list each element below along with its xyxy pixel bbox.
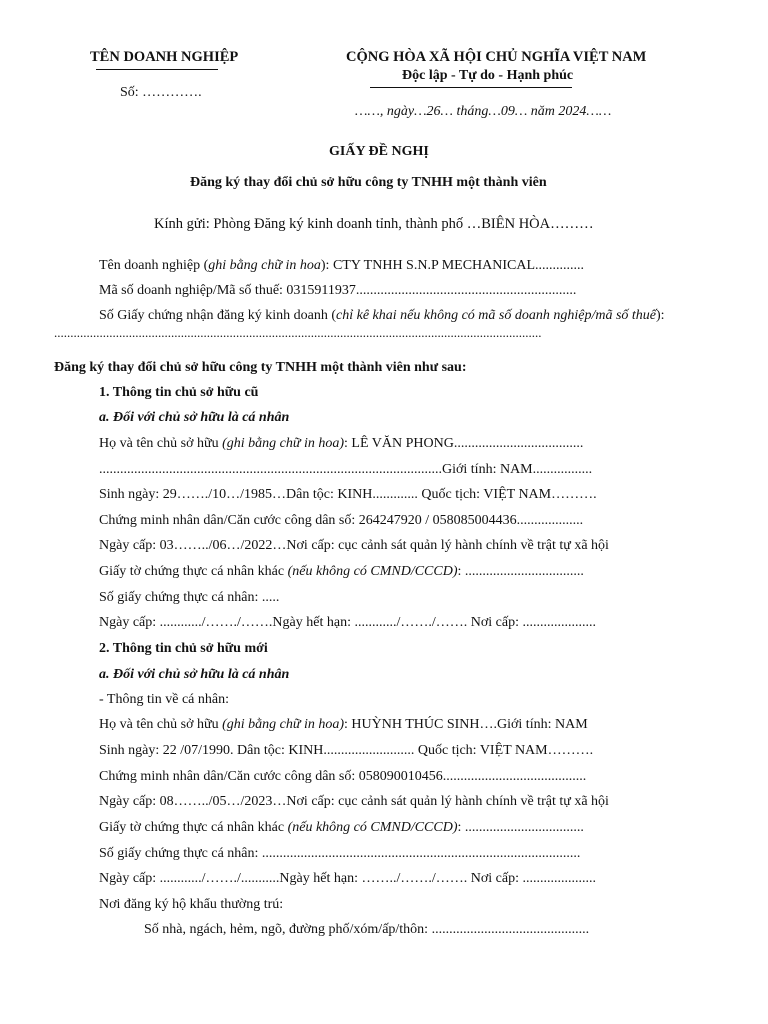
recipient-line: Kính gửi: Phòng Đăng ký kinh doanh tỉnh, thành phố …BIÊN HÒA………: [154, 216, 594, 232]
old-owner-name-prefix: Họ và tên chủ sở hữu: [99, 436, 223, 451]
old-owner-name-value: : LÊ VĂN PHONG.....................................: [344, 436, 584, 451]
old-owner-other-suffix: : ..................................: [457, 564, 584, 579]
new-owner-heading: 2. Thông tin chủ sở hữu mới: [99, 641, 268, 656]
new-owner-name-line: [99, 716, 588, 734]
new-owner-doc-number-line: Số giấy chứng thực cá nhân: ...........................................................................................: [99, 846, 581, 861]
new-owner-name-value: : HUỲNH THÚC SINH….Giới tính: NAM: [344, 717, 588, 732]
new-owner-birth-line: Sinh ngày: 22 /07/1990. Dân tộc: KINH.......................... Quốc tịch: VIỆT NAM……….: [99, 743, 594, 758]
new-owner-info-label: - Thông tin về cá nhân:: [99, 692, 229, 707]
new-owner-other-suffix: : ..................................: [457, 820, 584, 835]
company-underline: [96, 69, 218, 70]
business-cert-note: chỉ kê khai nếu không có mã số doanh nghiệp/mã số thuế: [336, 308, 656, 323]
company-name-prefix: Tên doanh nghiệp (: [99, 258, 209, 273]
document-title: GIẤY ĐỀ NGHỊ: [329, 144, 429, 159]
dotted-fill-line: ......................................................................................................................................................: [54, 325, 542, 340]
business-cert-prefix: Số Giấy chứng nhận đăng ký kinh doanh (: [99, 308, 336, 323]
old-owner-doc-number-line: Số giấy chứng thực cá nhân: .....: [99, 590, 280, 605]
republic-heading: CỘNG HÒA XÃ HỘI CHỦ NGHĨA VIỆT NAM: [346, 49, 647, 65]
new-owner-issue-line: Ngày cấp: 08……../05…/2023…Nơi cấp: cục cảnh sát quản lý hành chính về trật tự xã hội: [99, 794, 609, 809]
national-motto: Độc lập - Tự do - Hạnh phúc: [402, 68, 574, 83]
new-owner-residence-label: Nơi đăng ký hộ khẩu thường trú:: [99, 897, 284, 912]
old-owner-id-line: Chứng minh nhân dân/Căn cước công dân số: 264247920 / 058085004436...................: [99, 513, 584, 528]
old-owner-other-doc-line: [99, 563, 584, 581]
new-owner-name-prefix: Họ và tên chủ sở hữu: [99, 717, 223, 732]
new-owner-other-doc-line: [99, 819, 584, 837]
old-owner-name-line: [99, 435, 583, 453]
old-owner-birth-line: Sinh ngày: 29……./10…/1985…Dân tộc: KINH............. Quốc tịch: VIỆT NAM……….: [99, 487, 597, 502]
old-owner-other-note: (nếu không có CMND/CCCD): [287, 564, 458, 579]
change-section-heading: Đăng ký thay đổi chủ sở hữu công ty TNHH một thành viên như sau:: [54, 360, 467, 375]
old-owner-name-note: (ghi bằng chữ in hoa): [222, 436, 345, 451]
old-owner-doc-date-line: Ngày cấp: ............/……./…….Ngày hết hạn: ............/……./……. Nơi cấp: .....................: [99, 615, 596, 630]
company-name-value: ): CTY TNHH S.N.P MECHANICAL..............: [320, 258, 585, 273]
old-owner-gender-line: ..................................................................................................Giới tính: NAM.................: [99, 462, 593, 477]
old-owner-other-prefix: Giấy tờ chứng thực cá nhân khác: [99, 564, 288, 579]
document-subtitle: Đăng ký thay đổi chủ sở hữu công ty TNHH một thành viên: [190, 175, 547, 190]
new-owner-other-note: (nếu không có CMND/CCCD): [287, 820, 458, 835]
new-owner-individual-sub: a. Đối với chủ sở hữu là cá nhân: [99, 667, 290, 682]
new-owner-address-line: Số nhà, ngách, hẻm, ngõ, đường phố/xóm/ấp/thôn: .............................................: [144, 922, 590, 937]
new-owner-other-prefix: Giấy tờ chứng thực cá nhân khác: [99, 820, 288, 835]
business-cert-line: [99, 307, 665, 325]
document-number: Số: ………….: [120, 85, 202, 100]
company-name-label: TÊN DOANH NGHIỆP: [90, 49, 239, 65]
new-owner-doc-date-line: Ngày cấp: ............/……./...........Ngày hết hạn: ……../……./……. Nơi cấp: .....................: [99, 871, 596, 886]
old-owner-heading: 1. Thông tin chủ sở hữu cũ: [99, 385, 259, 400]
old-owner-issue-line: Ngày cấp: 03……../06…/2022…Nơi cấp: cục cảnh sát quản lý hành chính về trật tự xã hội: [99, 538, 609, 553]
motto-underline: [370, 87, 572, 88]
new-owner-id-line: Chứng minh nhân dân/Căn cước công dân số: 058090010456.........................................: [99, 769, 587, 784]
date-line: ……, ngày…26… tháng…09… năm 2024……: [355, 104, 612, 119]
company-name-note: ghi bằng chữ in hoa: [208, 258, 321, 273]
business-cert-suffix: ):: [656, 308, 665, 323]
old-owner-individual-sub: a. Đối với chủ sở hữu là cá nhân: [99, 410, 290, 425]
company-name-line: [99, 257, 584, 275]
new-owner-name-note: (ghi bằng chữ in hoa): [222, 717, 345, 732]
tax-code-line: Mã số doanh nghiệp/Mã số thuế: 0315911937...............................................................: [99, 283, 577, 298]
